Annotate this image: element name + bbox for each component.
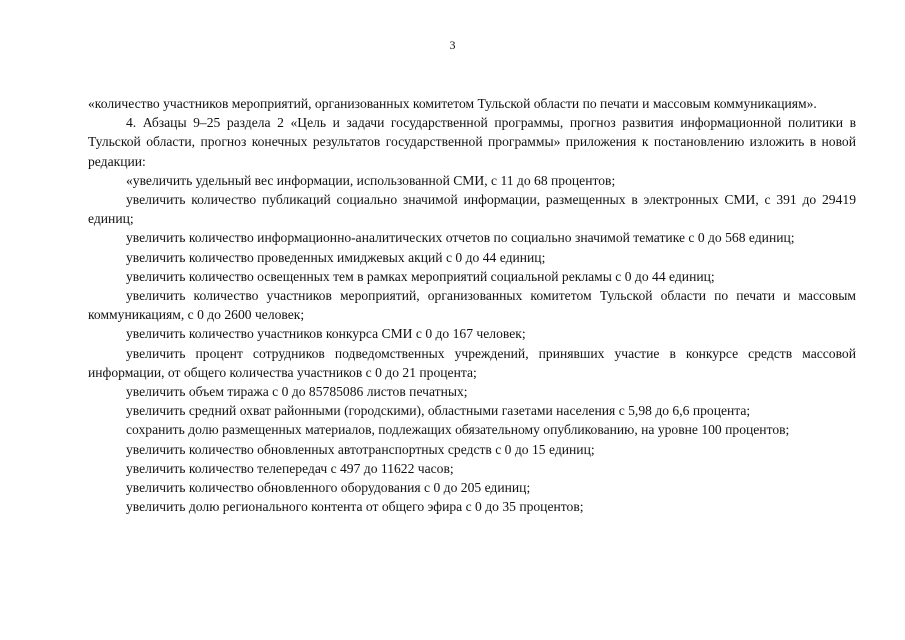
paragraph-goal-regional-content: увеличить долю регионального контента от общего эфира с 0 до 35 процентов; bbox=[126, 499, 584, 515]
paragraph-goal-image-actions: увеличить количество проведенных имиджевых акций с 0 до 44 единиц; bbox=[126, 249, 546, 265]
paragraph-goal-event-participants: увеличить количество участников мероприятий, организованных комитетом Тульской области по печати и массовым коммуникациям, с 0 до 2600 человек; bbox=[88, 288, 856, 323]
paragraph-goal-contest-participants: увеличить количество участников конкурса СМИ с 0 до 167 человек; bbox=[126, 326, 526, 342]
paragraph-goal-publications: увеличить количество публикаций социально значимой информации, размещенных в электронных СМИ, с 391 до 29419 единиц; bbox=[88, 192, 856, 227]
paragraph-goal-reports: увеличить количество информационно-аналитических отчетов по социально значимой тематике с 0 до 568 единиц; bbox=[126, 230, 795, 246]
paragraph-goal-mandatory-publications: сохранить долю размещенных материалов, подлежащих обязательному опубликованию, на уровне 100 процентов; bbox=[126, 422, 790, 438]
paragraph-goal-tv-programs: увеличить количество телепередач с 497 до 11622 часов; bbox=[126, 460, 454, 476]
paragraph-goal-circulation: увеличить объем тиража с 0 до 85785086 листов печатных; bbox=[126, 384, 468, 400]
page-number: 3 bbox=[449, 38, 456, 52]
paragraph-goal-equipment: увеличить количество обновленного оборудования с 0 до 205 единиц; bbox=[126, 480, 531, 496]
paragraph-goal-share-info: «увеличить удельный вес информации, использованной СМИ, с 11 до 68 процентов; bbox=[126, 172, 616, 188]
document-body bbox=[88, 94, 856, 516]
paragraph-goal-staff-percent: увеличить процент сотрудников подведомственных учреждений, принявших участие в конкурсе средств массовой информации, от общего количества участников с 0 до 21 процента; bbox=[88, 345, 856, 380]
paragraph-goal-vehicles: увеличить количество обновленных автотранспортных средств с 0 до 15 единиц; bbox=[126, 441, 595, 457]
paragraph-goal-social-ads: увеличить количество освещенных тем в рамках мероприятий социальной рекламы с 0 до 44 единиц; bbox=[126, 268, 715, 284]
paragraph-item-4: 4. Абзацы 9–25 раздела 2 «Цель и задачи государственной программы, прогноз развития информационной политики в Тульской области, прогноз конечных результатов государственной программы» приложения к постановлению изложить в новой редакции: bbox=[88, 115, 856, 169]
paragraph-quote-end: «количество участников мероприятий, организованных комитетом Тульской области по печати и массовым коммуникациям». bbox=[88, 96, 817, 111]
paragraph-goal-newspaper-coverage: увеличить средний охват районными (городскими), областными газетами населения с 5,98 до 6,6 процента; bbox=[126, 403, 751, 419]
